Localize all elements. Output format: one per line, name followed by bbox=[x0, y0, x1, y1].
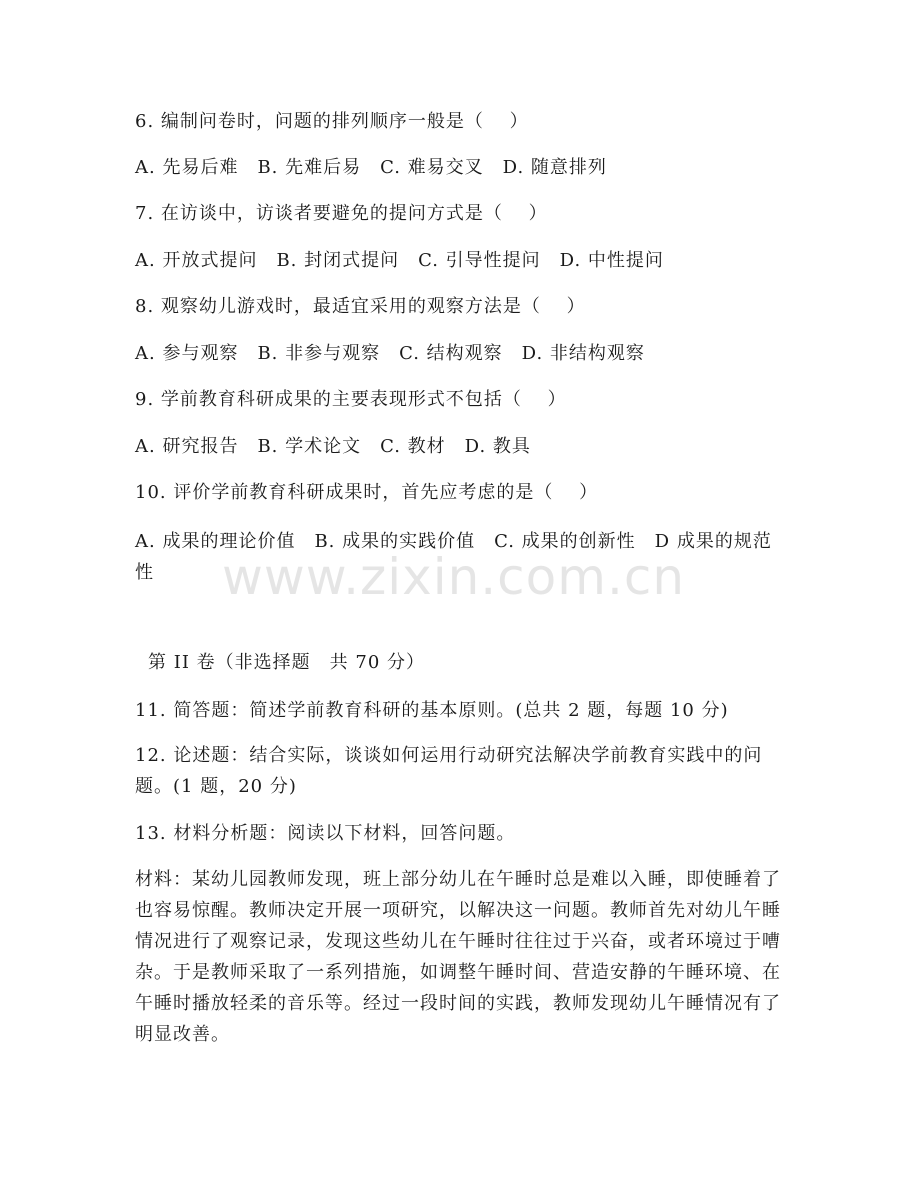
question-11: 11. 简答题：简述学前教育科研的基本原则。(总共 2 题，每题 10 分) bbox=[135, 700, 729, 721]
question-12: 12. 论述题：结合实际，谈谈如何运用行动研究法解决学前教育实践中的问题。(1 题，20 分) bbox=[135, 745, 763, 797]
section-title: 第 II 卷（非选择题 共 70 分） bbox=[148, 652, 426, 673]
question-10-stem: 10. 评价学前教育科研成果时，首先应考虑的是（ ） bbox=[135, 482, 599, 503]
question-13: 13. 材料分析题：阅读以下材料，回答问题。 bbox=[135, 823, 516, 844]
question-7-options: A. 开放式提问 B. 封闭式提问 C. 引导性提问 D. 中性提问 bbox=[135, 250, 664, 271]
question-6-options: A. 先易后难 B. 先难后易 C. 难易交叉 D. 随意排列 bbox=[135, 157, 607, 178]
question-6-stem: 6. 编制问卷时，问题的排列顺序一般是（ ） bbox=[135, 111, 529, 132]
material-paragraph: 材料：某幼儿园教师发现，班上部分幼儿在午睡时总是难以入睡，即使睡着了也容易惊醒。教师决定开展一项研究，以解决这一问题。教师首先对幼儿午睡情况进行了观察记录，发现这些幼儿在午睡时往往过于兴奋，或者环境过于嘈杂。于是教师采取了一系列措施，如调整午睡时间、营造安静的午睡环境、在午睡时播放轻柔的音乐等。经过一段时间的实践，教师发现幼儿午睡情况有了明显改善。 bbox=[135, 869, 781, 1045]
watermark: www.zixin.com.cn bbox=[222, 548, 686, 606]
question-8-options: A. 参与观察 B. 非参与观察 C. 结构观察 D. 非结构观察 bbox=[135, 343, 645, 364]
question-9-options: A. 研究报告 B. 学术论文 C. 教材 D. 教具 bbox=[135, 436, 531, 457]
question-7-stem: 7. 在访谈中，访谈者要避免的提问方式是（ ） bbox=[135, 203, 548, 224]
question-8-stem: 8. 观察幼儿游戏时，最适宜采用的观察方法是（ ） bbox=[135, 296, 586, 317]
question-10-options: A. 成果的理论价值 B. 成果的实践价值 C. 成果的创新性 D 成果的规范性 bbox=[135, 531, 772, 583]
question-9-stem: 9. 学前教育科研成果的主要表现形式不包括（ ） bbox=[135, 389, 567, 410]
